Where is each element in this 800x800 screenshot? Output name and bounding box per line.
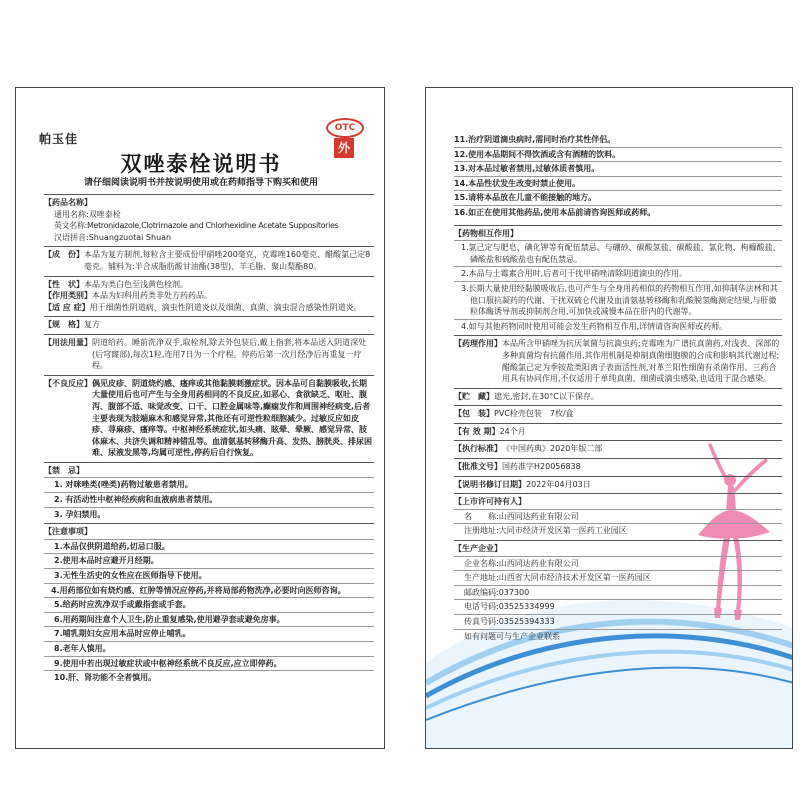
maker-line: 传真号码:03525394333 — [464, 617, 555, 626]
divider — [44, 492, 374, 493]
divider — [454, 147, 782, 148]
divider — [454, 190, 782, 191]
drug-name-line: 汉语拼音:Shuangzuotai Shuan — [54, 232, 172, 242]
section-indications — [44, 302, 374, 314]
drug-name-line: 通用名称:双唑泰栓 — [54, 209, 121, 219]
section-ingredients — [44, 249, 374, 272]
divider — [44, 276, 374, 277]
section-maker-label: 【生产企业】 — [454, 544, 502, 554]
section-label: 【适 应 症】 — [44, 302, 90, 312]
divider — [454, 570, 782, 571]
divider — [454, 281, 782, 282]
divider — [44, 641, 374, 642]
section-label: 【执行标准】 — [454, 444, 502, 454]
note-item: 1.本品仅供阴道给药,切忌口服。 — [54, 541, 170, 551]
section-label: 【有 效 期】 — [454, 426, 500, 436]
divider — [44, 612, 374, 613]
note-item: 12.使用本品期间不得饮酒或含有酒精的饮料。 — [454, 149, 621, 159]
divider — [454, 599, 782, 600]
drug-name-line: 英文名称:Metronidazole,Clotrimazole and Chlorhexidine Acetate Suppositories — [54, 221, 339, 231]
note-item: 10.肝、肾功能不全者慎用。 — [54, 673, 157, 683]
divider — [44, 477, 374, 478]
note-item: 15.请将本品放在儿童不能接触的地方。 — [454, 193, 597, 203]
note-item: 3.无性生活史的女性应在医师指导下使用。 — [54, 571, 207, 581]
section-label: 【药理作用】 — [454, 339, 502, 349]
section-approval — [454, 461, 782, 473]
divider — [454, 266, 782, 267]
section-text: 24个月 — [499, 426, 526, 436]
note-item: 2.使用本品时应避开月经期。 — [54, 556, 159, 566]
note-item: 14.本品性状发生改变时禁止使用。 — [454, 178, 581, 188]
section-label: 【作用类别】 — [44, 291, 92, 301]
divider — [454, 509, 782, 510]
divider — [454, 205, 782, 206]
section-text: 偶见皮疹、阴道烧灼感、瘙痒或其他黏膜刺激症状。因本品可自黏膜吸收,长期大量使用后也可产生与全身用药相同的不良反应,如恶心、食欲缺乏、呕吐、腹泻、腹部不适、味觉改变、口干、口腔金属味等,癫痫发作和周围神经病变,后者主要表现为肢端麻木和感觉异常,其他还有可逆性粒细胞减少。过敏反应如皮疹、荨麻疹、瘙痒等。中枢神经系统症状,如头痛、眩晕、晕厥、感觉异常、肢体麻木、共济失调和精神错乱等。血清氨基转移酶升高、发热、膀胱炎、排尿困难、尿液发黑等,均属可逆性,停药后自行恢复。 — [92, 378, 372, 458]
divider — [454, 585, 782, 586]
divider — [44, 553, 374, 554]
divider — [454, 335, 782, 336]
left-content — [44, 191, 374, 684]
section-drug-name-label: 【药品名称】 — [44, 198, 92, 207]
section-interactions-label: 【药物相互作用】 — [454, 228, 518, 238]
divider — [454, 161, 782, 162]
section-pharmacology — [454, 338, 782, 384]
section-adverse-reactions — [44, 378, 374, 459]
maker-line: 电话号码:03525334999 — [464, 602, 555, 612]
maker-line: 生产地址:山西省大同市经济技术开发区第一医药园区 — [464, 573, 651, 583]
section-text: 用于细菌性阴道病、滴虫性阴道炎以及细菌、真菌、滴虫混合感染性阴道炎。 — [89, 302, 362, 312]
section-standard — [454, 443, 782, 455]
divider — [454, 493, 782, 494]
divider — [44, 568, 374, 569]
divider — [454, 176, 782, 177]
section-notes-label: 【注意事项】 — [44, 527, 92, 537]
contra-item: 1. 对咪唑类(唑类)药物过敏患者禁用。 — [54, 480, 193, 490]
section-appearance — [44, 279, 374, 291]
maker-line: 如有问题可与生产企业联系 — [464, 631, 560, 641]
holder-line: 名 称:山西同达药业有限公司 — [464, 511, 579, 521]
leaflet-page-left — [15, 87, 385, 749]
section-text: 阴道给药。睡前洗净双手,取栓剂,除去外包装后,戴上指套,将本品送入阴道深处(后穹窿部),每次1粒,连用7日为一个疗程。停药后第一次月经净后再重复一疗程。 — [92, 337, 367, 371]
divider — [44, 507, 374, 508]
divider — [44, 670, 374, 671]
divider — [454, 423, 782, 424]
section-text: 本品所含甲硝唑为抗厌氧菌与抗滴虫药;克霉唑为广谱抗真菌药,对浅表、深部的多种真菌均有抗菌作用,其作用机制是抑制真菌细胞膜的合成和影响其代谢过程;醋酸氯己定为季铵盐类阳离子表面活性剂,对革兰阳性细菌有杀菌作用。三药合用具有协同作用,不仅适用于单纯真菌、细菌或滴虫感染,也适用于混合感染。 — [502, 339, 780, 384]
interaction-item: 3.长期大量使用经黏膜吸收后,也可产生与全身用药相似的药物相互作用,如抑制华法林和其他口服抗凝药的代谢、干扰双硫仑代谢及血清氨基转移酶和乳酸脱氢酶测定结果,与肝微粒体酶诱导剂或抑制剂合用,可加快或减慢本品在肝内的代谢等。 — [461, 283, 778, 317]
section-text: 本品为妇科用药类非处方药药品。 — [92, 291, 212, 301]
section-label: 【成 份】 — [44, 250, 84, 260]
section-specification — [44, 319, 374, 331]
section-holder-label: 【上市许可持有人】 — [454, 497, 526, 507]
note-item: 11.治疗阴道滴虫病时,需同时治疗其性伴侣。 — [454, 135, 616, 144]
leaflet-page-right — [425, 87, 793, 749]
divider — [44, 583, 374, 584]
interaction-item: 4.如与其他药物同时使用可能会发生药物相互作用,详情请咨询医师或药师。 — [461, 321, 728, 331]
note-item: 13.对本品过敏者禁用,过敏体质者慎用。 — [454, 164, 600, 174]
divider — [44, 597, 374, 598]
divider — [454, 629, 782, 630]
divider — [454, 540, 782, 541]
section-package — [454, 408, 782, 420]
section-contraindications-label: 【禁 忌】 — [44, 465, 84, 475]
divider — [454, 388, 782, 389]
right-content — [454, 134, 782, 642]
section-validity — [454, 426, 782, 438]
interaction-item: 2.本品与土霉素合用时,后者可干扰甲硝唑清除阴道滴虫的作用。 — [461, 269, 688, 279]
divider — [44, 246, 374, 247]
section-category — [44, 290, 374, 302]
section-text: 本品为类白色至浅黄色栓剂。 — [84, 279, 188, 289]
section-text: 国药准字H20056838 — [502, 462, 581, 472]
section-label: 【贮 藏】 — [454, 391, 494, 401]
divider — [44, 539, 374, 540]
section-label: 【说明书修订日期】 — [454, 479, 526, 489]
divider — [44, 316, 374, 317]
section-label: 【批准文号】 — [454, 462, 502, 472]
divider — [44, 334, 374, 335]
interaction-item: 1.氯己定与肥皂、碘化钾等有配伍禁忌。与硼砂、碳酸氢盐、碳酸盐、氯化物、枸橼酸盐、磷酸盐和硫酸盐也有配伍禁忌。 — [461, 243, 781, 264]
section-text: PVC栓壳包装 7枚/盒 — [494, 409, 574, 419]
section-text: 本品为复方制剂,每粒含主要成份甲硝唑200毫克、克霉唑160毫克、醋酸氯己定8毫克。辅料为:半合成脂肪酸甘油酯(38型)、羊毛脂、聚山梨酯80。 — [84, 250, 371, 271]
divider — [454, 458, 782, 459]
section-label: 【规 格】 — [44, 320, 84, 330]
divider — [454, 614, 782, 615]
section-label: 【不良反应】 — [44, 378, 92, 388]
divider — [454, 476, 782, 477]
otc-badge: OTC — [326, 118, 364, 138]
leaflet-title: 双唑泰栓说明书 — [120, 152, 282, 176]
divider — [454, 523, 782, 524]
divider — [454, 319, 782, 320]
note-item: 5.给药时应洗净双手或戴指套或手套。 — [54, 600, 191, 610]
note-item: 6.用药期间注意个人卫生,防止重复感染,使用避孕套或避免房事。 — [54, 614, 285, 624]
section-label: 【用法用量】 — [44, 337, 92, 347]
note-item: 16.如正在使用其他药品,使用本品前请咨询医师或药师。 — [454, 207, 656, 217]
external-use-badge: 外 — [334, 138, 354, 158]
section-text: 《中国药典》2020年版二部 — [502, 444, 603, 454]
note-item: 9.使用中若出现过敏症状或中枢神经系统不良反应,应立即停药。 — [54, 658, 282, 668]
divider — [44, 523, 374, 524]
divider — [44, 626, 374, 627]
section-storage — [454, 391, 782, 403]
divider — [454, 240, 782, 241]
holder-line: 注册地址:大同市经济开发区第一医药工业园区 — [464, 526, 627, 536]
maker-line: 企业名称:山西同达药业有限公司 — [464, 558, 579, 568]
note-item: 7.哺乳期妇女应用本品时应停止哺乳。 — [54, 629, 191, 639]
contra-item: 3. 孕妇禁用。 — [54, 509, 106, 519]
divider — [44, 656, 374, 657]
divider — [44, 194, 374, 195]
brand-logo: 帕玉佳 — [39, 132, 79, 146]
section-label: 【性 状】 — [44, 279, 84, 289]
divider — [454, 405, 782, 406]
divider — [44, 462, 374, 463]
section-label: 【包 装】 — [454, 409, 494, 419]
divider — [454, 440, 782, 441]
divider — [454, 225, 782, 226]
note-item: 4.用药部位如有烧灼感、红肿等情况应停药,并将局部药物洗净,必要时向医师咨询。 — [51, 585, 346, 595]
note-item: 8.老年人慎用。 — [54, 644, 111, 653]
maker-line: 邮政编码:037300 — [464, 587, 530, 597]
section-text: 遮光,密封,在30°C以下保存。 — [494, 391, 599, 401]
section-dosage — [44, 337, 374, 372]
section-revision — [454, 479, 782, 491]
divider — [454, 556, 782, 557]
usage-warning: 请仔细阅读说明书并按说明使用或在药师指导下购买和使用 — [83, 178, 318, 188]
contra-item: 2. 有活动性中枢神经疾病和血液病患者禁用。 — [54, 495, 218, 505]
divider — [44, 375, 374, 376]
section-text: 复方 — [84, 320, 100, 330]
section-text: 2022年04月03日 — [526, 479, 591, 489]
